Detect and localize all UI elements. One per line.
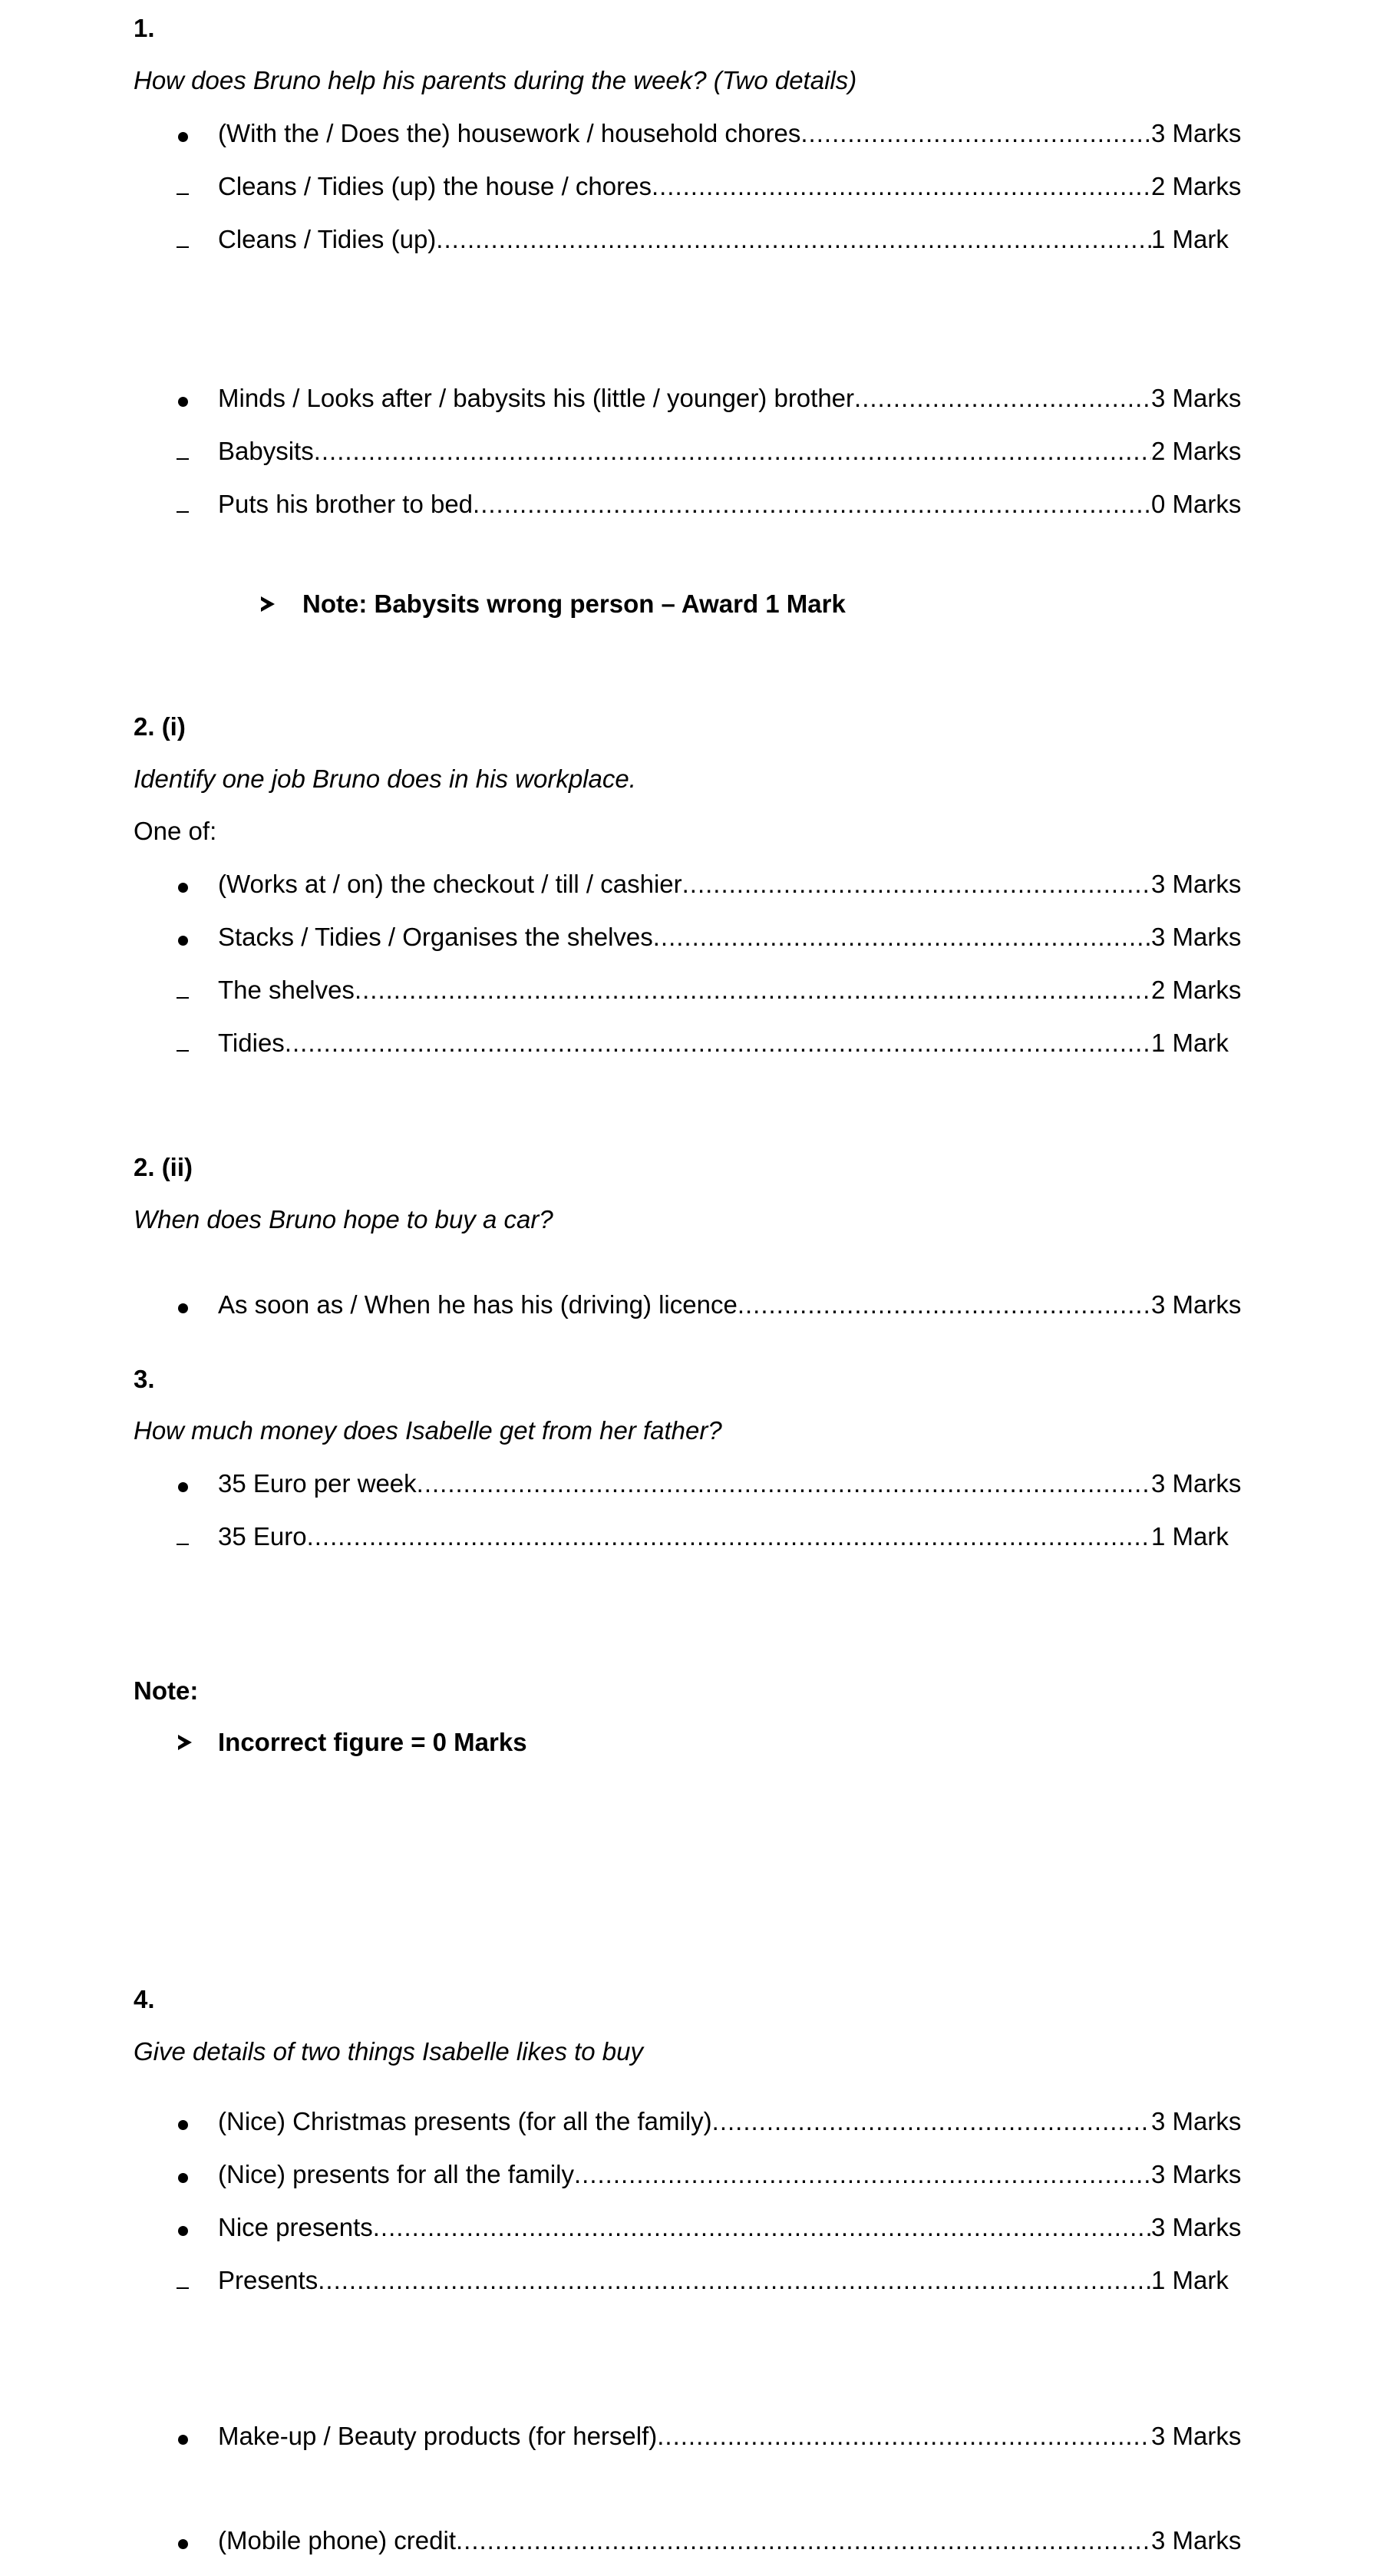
bullet-icon <box>178 397 188 407</box>
answer-line <box>218 976 1151 1005</box>
bullet-icon <box>178 2435 188 2445</box>
dot-leader <box>373 2213 1151 2242</box>
marks-value: 0 Marks <box>1151 490 1242 518</box>
q2i-question: Identify one job Bruno does in his workplace. <box>134 765 636 793</box>
answer-line <box>218 923 1151 952</box>
bullet-marker <box>167 2107 198 2136</box>
answer-line <box>218 172 1151 201</box>
marks-value: 1 Mark <box>1151 2266 1229 2294</box>
answer-text: (With the / Does the) housework / household chores <box>218 119 801 147</box>
answer-text: Nice presents <box>218 2213 373 2241</box>
marks-value: 3 Marks <box>1151 2526 1242 2555</box>
bullet-icon <box>178 1303 188 1313</box>
dot-leader <box>738 1290 1151 1319</box>
answer-line <box>218 119 1151 148</box>
bullet-marker <box>167 384 198 413</box>
answer-row <box>0 976 1396 1006</box>
marks-value: 1 Mark <box>1151 1029 1229 1057</box>
bullet-marker <box>167 2422 198 2451</box>
bullet-marker <box>167 1469 198 1498</box>
answer-row <box>0 1290 1396 1321</box>
q4-number: 4. <box>134 1985 155 2013</box>
answer-line <box>218 870 1151 899</box>
answer-line <box>218 2526 1151 2555</box>
answer-line <box>218 437 1151 466</box>
answer-text: (Nice) presents for all the family <box>218 2160 574 2188</box>
answer-row <box>0 2107 1396 2138</box>
q4-question: Give details of two things Isabelle likes to buy <box>134 2037 644 2066</box>
marks-value: 3 Marks <box>1151 1469 1242 1498</box>
marks-value: 1 Mark <box>1151 1522 1229 1551</box>
q2i-number: 2. (i) <box>134 712 186 741</box>
answer-text: The shelves <box>218 976 355 1004</box>
answer-row <box>0 1469 1396 1500</box>
answer-text: (Mobile phone) credit <box>218 2526 456 2555</box>
bullet-icon <box>178 2226 188 2236</box>
dash-bullet-icon <box>177 1544 189 1545</box>
dot-leader <box>800 119 1151 148</box>
dot-leader <box>436 225 1151 254</box>
answer-line <box>218 2266 1151 2295</box>
bullet-icon <box>178 2120 188 2130</box>
answer-line <box>218 2107 1151 2136</box>
answer-line <box>218 2213 1151 2242</box>
bullet-icon <box>178 883 188 893</box>
marks-value: 2 Marks <box>1151 976 1242 1004</box>
bullet-marker <box>167 119 198 148</box>
answer-text: 35 Euro per week <box>218 1469 417 1498</box>
answer-text: Tidies <box>218 1029 285 1057</box>
answer-text: Puts his brother to bed <box>218 490 474 518</box>
answer-row <box>0 923 1396 953</box>
q1-note-text: Note: Babysits wrong person – Award 1 Mark <box>302 590 846 618</box>
q2ii-number: 2. (ii) <box>134 1153 193 1181</box>
dot-leader <box>574 2160 1151 2189</box>
bullet-icon <box>178 2173 188 2183</box>
marks-value: 3 Marks <box>1151 923 1242 951</box>
answer-text: (Works at / on) the checkout / till / cashier <box>218 870 682 898</box>
answer-text: Cleans / Tidies (up) <box>218 225 437 253</box>
answer-line <box>218 1290 1151 1319</box>
answer-line <box>218 1029 1151 1058</box>
answer-row <box>0 490 1396 520</box>
dash-bullet-icon <box>177 193 189 195</box>
answer-row <box>0 384 1396 414</box>
bullet-icon <box>178 936 188 946</box>
answer-text: Presents <box>218 2266 318 2294</box>
dot-leader <box>307 1522 1151 1551</box>
q1-number: 1. <box>134 14 155 42</box>
answer-row <box>0 437 1396 467</box>
marks-value: 3 Marks <box>1151 384 1242 412</box>
q3-number: 3. <box>134 1365 155 1393</box>
dash-marker <box>167 490 198 519</box>
dot-leader <box>473 490 1151 519</box>
dot-leader <box>318 2266 1151 2295</box>
dash-marker <box>167 1522 198 1551</box>
dash-bullet-icon <box>177 511 189 513</box>
q2i-intro: One of: <box>134 817 217 845</box>
arrow-bullet-icon <box>178 1735 192 1750</box>
dash-marker <box>167 437 198 466</box>
dash-bullet-icon <box>177 458 189 460</box>
answer-line <box>218 1522 1151 1551</box>
marks-value: 2 Marks <box>1151 437 1242 465</box>
dot-leader <box>417 1469 1151 1498</box>
dot-leader <box>314 437 1151 466</box>
answer-line <box>218 384 1151 413</box>
marks-value: 3 Marks <box>1151 870 1242 898</box>
answer-line <box>218 1469 1151 1498</box>
answer-row <box>0 1522 1396 1553</box>
q1-note <box>261 590 846 619</box>
bullet-marker <box>167 2526 198 2555</box>
dot-leader <box>285 1029 1151 1058</box>
marks-value: 3 Marks <box>1151 2160 1242 2188</box>
bullet-marker <box>167 923 198 952</box>
answer-row <box>0 870 1396 900</box>
answer-text: Babysits <box>218 437 314 465</box>
dash-bullet-icon <box>177 246 189 248</box>
dash-marker <box>167 1029 198 1058</box>
answer-line <box>218 2160 1151 2189</box>
answer-row <box>0 2160 1396 2191</box>
dot-leader <box>712 2107 1151 2136</box>
marks-value: 3 Marks <box>1151 119 1242 147</box>
dash-marker <box>167 172 198 201</box>
marks-value: 3 Marks <box>1151 2213 1242 2241</box>
answer-text: (Nice) Christmas presents (for all the family) <box>218 2107 712 2135</box>
q3-question: How much money does Isabelle get from her father? <box>134 1416 722 1445</box>
dash-marker <box>167 2266 198 2295</box>
marks-value: 3 Marks <box>1151 2107 1242 2135</box>
answer-text: Minds / Looks after / babysits his (little / younger) brother <box>218 384 855 412</box>
bullet-icon <box>178 132 188 142</box>
answer-row <box>0 119 1396 150</box>
bullet-marker <box>167 870 198 899</box>
dash-bullet-icon <box>177 997 189 999</box>
bullet-marker <box>167 2160 198 2189</box>
answer-line <box>218 2422 1151 2451</box>
marks-value: 3 Marks <box>1151 2422 1242 2450</box>
marks-value: 2 Marks <box>1151 172 1242 200</box>
dash-marker <box>167 225 198 254</box>
answer-row <box>0 2526 1396 2557</box>
answer-text: Stacks / Tidies / Organises the shelves <box>218 923 653 951</box>
marks-value: 3 Marks <box>1151 1290 1242 1319</box>
answer-row <box>0 2422 1396 2452</box>
dot-leader <box>653 923 1151 952</box>
bullet-icon <box>178 2539 188 2549</box>
marks-value: 1 Mark <box>1151 225 1229 253</box>
answer-line <box>218 490 1151 519</box>
q2ii-question: When does Bruno hope to buy a car? <box>134 1205 553 1234</box>
q3-note <box>178 1728 527 1757</box>
dot-leader <box>682 870 1151 899</box>
arrow-bullet-icon <box>261 596 275 612</box>
answer-row <box>0 225 1396 256</box>
q3-note-label: Note: <box>134 1676 199 1705</box>
answer-row <box>0 1029 1396 1059</box>
bullet-marker <box>167 2213 198 2242</box>
answer-row <box>0 172 1396 203</box>
dot-leader <box>355 976 1151 1005</box>
dot-leader <box>456 2526 1151 2555</box>
dash-bullet-icon <box>177 2287 189 2289</box>
dot-leader <box>657 2422 1151 2451</box>
dot-leader <box>652 172 1151 201</box>
q1-question: How does Bruno help his parents during the week? (Two details) <box>134 66 857 94</box>
bullet-marker <box>167 1290 198 1319</box>
answer-row <box>0 2266 1396 2297</box>
dash-marker <box>167 976 198 1005</box>
q3-note-text: Incorrect figure = 0 Marks <box>218 1728 527 1756</box>
dash-bullet-icon <box>177 1050 189 1052</box>
answer-text: Cleans / Tidies (up) the house / chores <box>218 172 652 200</box>
answer-line <box>218 225 1151 254</box>
answer-text: 35 Euro <box>218 1522 307 1551</box>
answer-row <box>0 2213 1396 2244</box>
answer-text: As soon as / When he has his (driving) licence <box>218 1290 738 1319</box>
dot-leader <box>854 384 1151 413</box>
answer-text: Make-up / Beauty products (for herself) <box>218 2422 658 2450</box>
bullet-icon <box>178 1482 188 1492</box>
